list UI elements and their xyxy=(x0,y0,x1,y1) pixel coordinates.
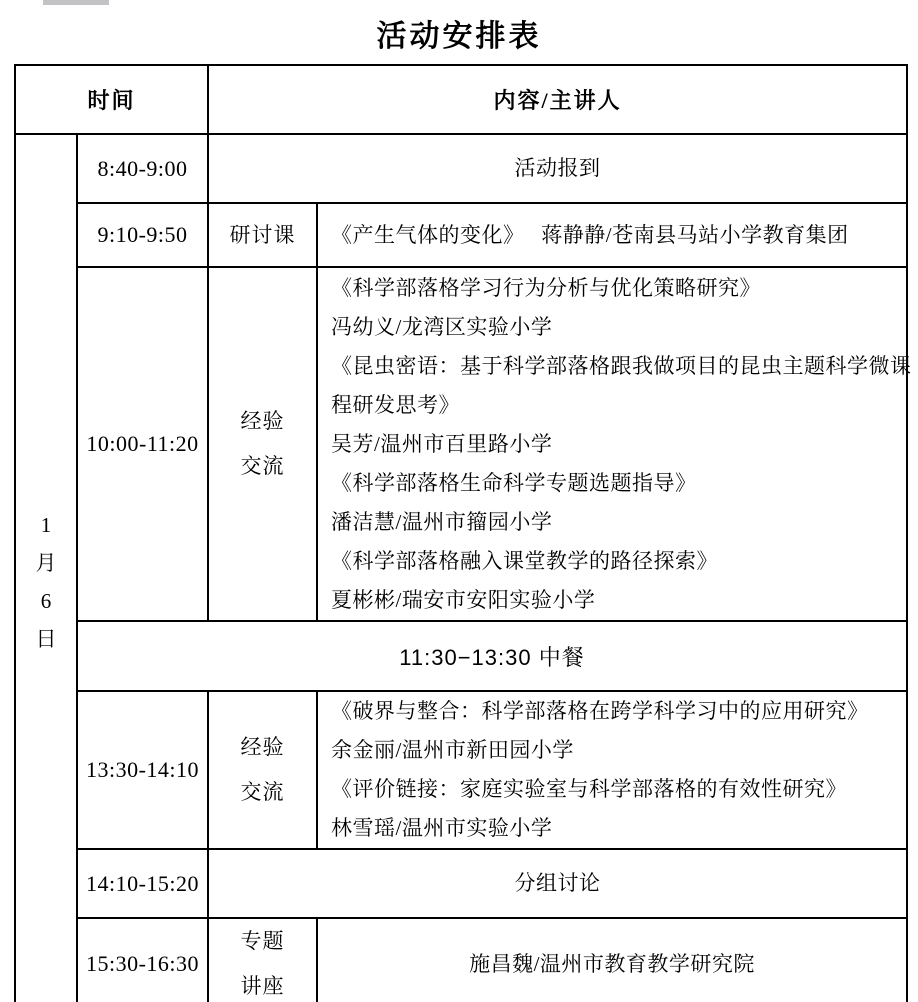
content-cell-registration: 活动报到 xyxy=(208,134,907,203)
page-title: 活动安排表 xyxy=(376,20,542,53)
content-cell-group-discussion: 分组讨论 xyxy=(208,849,907,918)
content-cell-morning-exchange: 《科学部落格学习行为分析与优化策略研究》 冯幼义/龙湾区实验小学 《昆虫密语：基于科学部落格跟我做项目的昆虫主题科学微课 程研发思考》 吴芳/温州市百里路小学 《科学部落格生命科学专题选题指导》 潘洁慧/温州市籀园小学 《科学部落格融入课堂教学的路径探索》 夏彬彬/瑞安市安阳实验小学 xyxy=(317,267,907,621)
row-afternoon-exchange xyxy=(15,691,907,849)
header-content-cell: 内容/主讲人 xyxy=(208,65,907,134)
type-cell-afternoon-exchange: 经验 交流 xyxy=(208,691,317,849)
header-time-cell: 时间 xyxy=(15,65,208,134)
row-group-discussion xyxy=(15,849,907,918)
time-cell-morning-exchange: 10:00-11:20 xyxy=(77,267,208,621)
row-lecture xyxy=(15,918,907,1002)
time-cell-registration: 8:40-9:00 xyxy=(77,134,208,203)
type-cell-morning-exchange: 经验 交流 xyxy=(208,267,317,621)
type-cell-seminar: 研讨课 xyxy=(208,203,317,267)
row-morning-exchange xyxy=(15,267,907,621)
type-cell-lecture: 专题 讲座 xyxy=(208,918,317,1002)
row-seminar xyxy=(15,203,907,267)
time-cell-seminar: 9:10-9:50 xyxy=(77,203,208,267)
content-cell-lecture: 施昌魏/温州市教育教学研究院 xyxy=(317,918,907,1002)
content-cell-lunch: 11:30−13:30 中餐 xyxy=(77,621,907,691)
content-cell-afternoon-exchange: 《破界与整合：科学部落格在跨学科学习中的应用研究》 余金丽/温州市新田园小学 《评价链接：家庭实验室与科学部落格的有效性研究》 林雪瑶/温州市实验小学 xyxy=(317,691,907,849)
time-cell-lecture: 15:30-16:30 xyxy=(77,918,208,1002)
schedule-table xyxy=(14,64,912,1002)
content-cell-seminar: 《产生气体的变化》 蒋静静/苍南县马站小学教育集团 xyxy=(317,203,907,267)
time-cell-afternoon-exchange: 13:30-14:10 xyxy=(77,691,208,849)
row-lunch xyxy=(15,621,907,691)
time-cell-group-discussion: 14:10-15:20 xyxy=(77,849,208,918)
top-gray-bar xyxy=(43,0,109,5)
header-row xyxy=(15,65,907,134)
row-registration xyxy=(15,134,907,203)
date-cell: 1 月 6 日 xyxy=(15,134,77,1002)
